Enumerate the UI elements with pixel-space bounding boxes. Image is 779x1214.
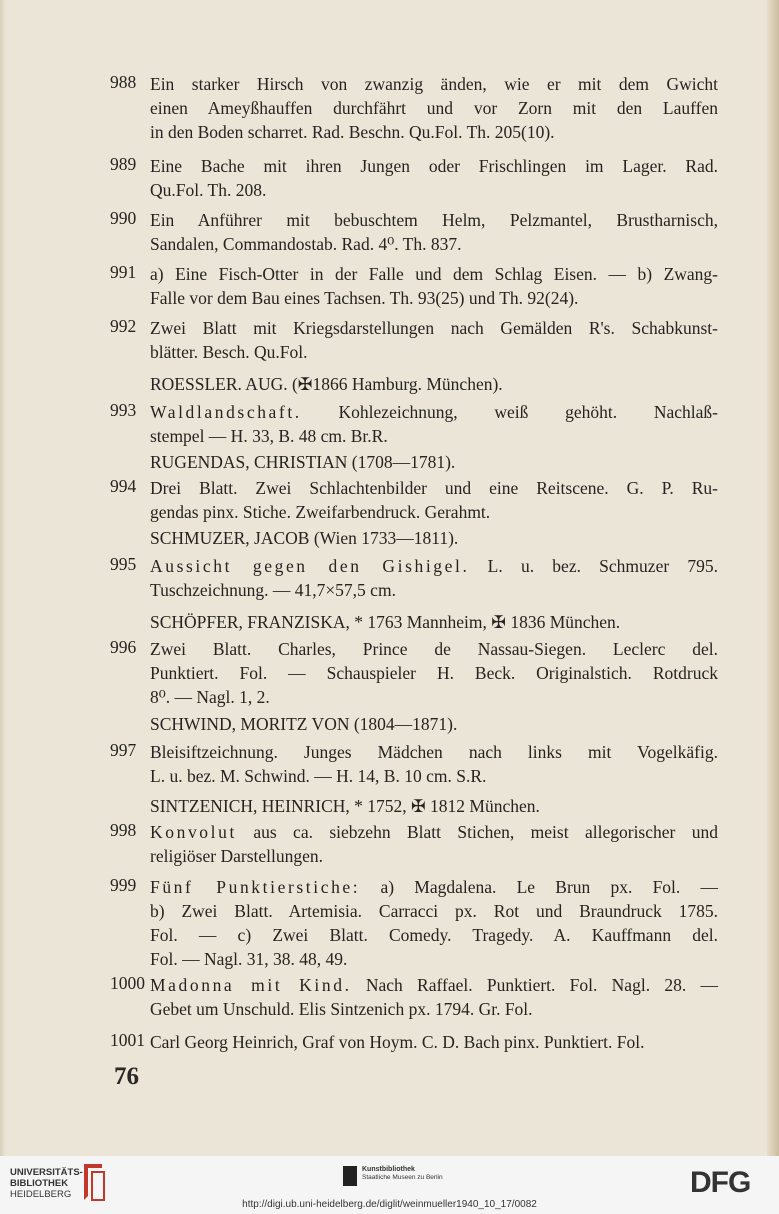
- description-line: [150, 875, 718, 899]
- description-line: Zwei Blatt. Charles, Prince de Nassau-Siegen. Leclerc del.: [150, 639, 718, 659]
- kunstbibliothek-label[interactable]: [362, 1166, 443, 1182]
- lot-description: [150, 72, 718, 144]
- description-line: L. u. bez. M. Schwind. — H. 14, B. 10 cm. S.R.: [150, 766, 487, 786]
- lot-number: 990: [110, 208, 137, 228]
- artist-heading: ROESSLER. AUG. (✠1866 Hamburg. München).: [150, 374, 503, 394]
- ub-logo-icon[interactable]: [80, 1162, 108, 1202]
- lot-description: [150, 154, 718, 202]
- description-line: Sandalen, Commandostab. Rad. 4⁰. Th. 837.: [150, 234, 462, 254]
- lot-number: 1000: [110, 973, 145, 993]
- lot-number: 989: [110, 154, 137, 174]
- spaced-title: Konvolut: [150, 822, 237, 842]
- description-line: Bleisiftzeichnung. Junges Mädchen nach links mit Vogelkäfig.: [150, 742, 718, 762]
- ub-line-3: HEIDELBERG: [10, 1189, 72, 1200]
- description-line: Fol. — c) Zwei Blatt. Comedy. Tragedy. A. Kauffmann del.: [150, 925, 718, 945]
- line-text: L. u. bez. Schmuzer 795.: [469, 556, 719, 576]
- lot-description: [150, 262, 718, 310]
- lot-description: [150, 637, 718, 709]
- description-line: in den Boden scharret. Rad. Beschn. Qu.Fol. Th. 205(10).: [150, 122, 555, 142]
- lot-description: [150, 740, 718, 788]
- kb-title: Kunstbibliothek: [362, 1166, 415, 1173]
- lot-description: [150, 208, 718, 256]
- description-line: Drei Blatt. Zwei Schlachtenbilder und eine Reitscene. G. P. Ru-: [150, 478, 718, 498]
- description-line: a) Eine Fisch-Otter in der Falle und dem Schlag Eisen. — b) Zwang-: [150, 264, 718, 284]
- description-line: Qu.Fol. Th. 208.: [150, 180, 267, 200]
- kunstbibliothek-logo-icon[interactable]: [343, 1166, 357, 1186]
- lot-number: 999: [110, 875, 137, 895]
- spaced-title: Fünf Punktierstiche:: [150, 877, 361, 897]
- lot-number: 994: [110, 476, 137, 496]
- lot-number: 991: [110, 262, 137, 282]
- lot-number: 995: [110, 554, 137, 574]
- page-edge-right: [767, 0, 779, 1156]
- lot-number: 996: [110, 637, 137, 657]
- lot-number: 992: [110, 316, 137, 336]
- lot-number: 997: [110, 740, 137, 760]
- description-line: Fol. — Nagl. 31, 38. 48, 49.: [150, 949, 348, 969]
- description-line: 8⁰. — Nagl. 1, 2.: [150, 687, 270, 707]
- artist-heading: SCHMUZER, JACOB (Wien 1733—1811).: [150, 528, 459, 548]
- lot-number: 993: [110, 400, 137, 420]
- lot-number: 1001: [110, 1030, 145, 1050]
- lot-description: [150, 400, 718, 448]
- ub-line-2: BIBLIOTHEK: [10, 1178, 69, 1189]
- description-line: Carl Georg Heinrich, Graf von Hoym. C. D. Bach pinx. Punktiert. Fol.: [150, 1032, 645, 1052]
- description-line: [150, 820, 718, 844]
- lot-description: [150, 554, 718, 602]
- lot-number: 988: [110, 72, 137, 92]
- description-line: Falle vor dem Bau eines Tachsen. Th. 93(25) und Th. 92(24).: [150, 288, 579, 308]
- line-text: aus ca. siebzehn Blatt Stichen, meist allegorischer und: [236, 822, 718, 842]
- description-line: Eine Bache mit ihren Jungen oder Frischlingen im Lager. Rad.: [150, 156, 718, 176]
- description-line: Punktiert. Fol. — Schauspieler H. Beck. Originalstich. Rotdruck: [150, 663, 718, 683]
- line-text: Nach Raffael. Punktiert. Fol. Nagl. 28. —: [351, 975, 718, 995]
- lot-description: [150, 875, 718, 971]
- artist-heading: SCHWIND, MORITZ VON (1804—1871).: [150, 714, 458, 734]
- source-url[interactable]: http://digi.ub.uni-heidelberg.de/diglit/weinmueller1940_10_17/0082: [242, 1199, 537, 1210]
- description-line: [150, 400, 718, 424]
- lot-description: [150, 316, 718, 364]
- description-line: religiöser Darstellungen.: [150, 846, 324, 866]
- description-line: stempel — H. 33, B. 48 cm. Br.R.: [150, 426, 388, 446]
- spaced-title: Aussicht gegen den Gishigel.: [150, 556, 470, 576]
- description-line: [150, 554, 718, 578]
- artist-heading: SCHÖPFER, FRANZISKA, * 1763 Mannheim, ✠ 1836 München.: [150, 612, 621, 632]
- line-text: a) Magdalena. Le Brun px. Fol. —: [360, 877, 719, 897]
- lot-description: [150, 973, 718, 1021]
- dfg-logo[interactable]: DFG: [690, 1166, 751, 1199]
- artist-heading: RUGENDAS, CHRISTIAN (1708—1781).: [150, 452, 456, 472]
- description-line: b) Zwei Blatt. Artemisia. Carracci px. Rot und Braundruck 1785.: [150, 901, 718, 921]
- description-line: gendas pinx. Stiche. Zweifarbendruck. Gerahmt.: [150, 502, 491, 522]
- description-line: Gebet um Unschuld. Elis Sintzenich px. 1794. Gr. Fol.: [150, 999, 533, 1019]
- lot-description: [150, 820, 718, 868]
- page-edge-left: [0, 0, 6, 1156]
- lot-description: [150, 1030, 718, 1054]
- lot-description: [150, 476, 718, 524]
- spaced-title: Madonna mit Kind.: [150, 975, 352, 995]
- kb-subtitle: Staatliche Museen zu Berlin: [362, 1174, 443, 1181]
- artist-heading: SINTZENICH, HEINRICH, * 1752, ✠ 1812 München.: [150, 796, 540, 816]
- description-line: Tuschzeichnung. — 41,7×57,5 cm.: [150, 580, 396, 600]
- lot-number: 998: [110, 820, 137, 840]
- description-line: Zwei Blatt mit Kriegsdarstellungen nach Gemälden R's. Schabkunst-: [150, 318, 718, 338]
- ub-heidelberg-label[interactable]: [10, 1167, 83, 1200]
- spaced-title: Waldlandschaft.: [150, 402, 302, 422]
- page-number: 76: [114, 1063, 139, 1090]
- line-text: Kohlezeichnung, weiß gehöht. Nachlaß-: [301, 402, 718, 422]
- ub-line-1: UNIVERSITÄTS-: [10, 1167, 83, 1178]
- description-line: blätter. Besch. Qu.Fol.: [150, 342, 308, 362]
- description-line: Ein Anführer mit bebuschtem Helm, Pelzmantel, Brustharnisch,: [150, 210, 718, 230]
- description-line: [150, 973, 718, 997]
- description-line: einen Ameyßhauffen durchfährt und vor Zorn mit den Lauffen: [150, 98, 718, 118]
- description-line: Ein starker Hirsch von zwanzig änden, wie er mit dem Gwicht: [150, 74, 718, 94]
